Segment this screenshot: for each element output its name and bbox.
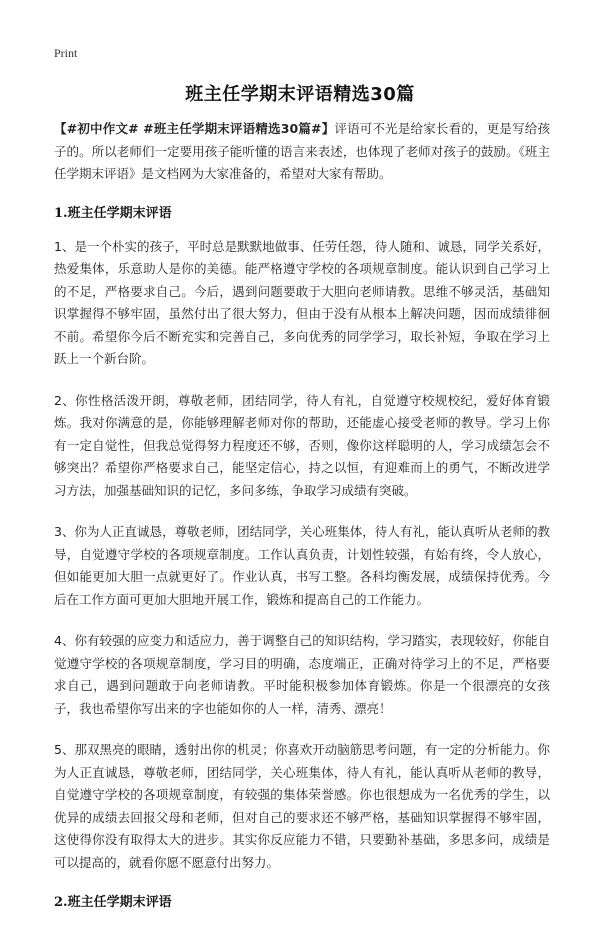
intro-text: 评语可不光是给家长看的，更是写给孩子的。所以老师们一定要用孩子能听懂的语言来表述，也体现了老师对孩子的鼓励。《班主任学期末评语》是文档网为大家准备的，希望对大家有帮助。	[54, 121, 550, 181]
document-body	[54, 118, 550, 925]
comment-paragraph-3: 3、你为人正直诚恳，尊敬老师，团结同学，关心班集体，待人有礼，能认真听从老师的教导，自觉遵守学校的各项规章制度。工作认真负责，计划性较强，有始有终，令人放心，但如能更加大胆一点就更好了。作业认真，书写工整。各科均衡发展，成绩保持优秀。今后在工作方面可更加大胆地开展工作，锻炼和提高自己的工作能力。	[54, 524, 550, 607]
comment-paragraph-1: 1、是一个朴实的孩子，平时总是默默地做事、任劳任怨，待人随和、诚恳，同学关系好，热爱集体，乐意助人是你的美德。能严格遵守学校的各项规章制度。能认识到自己学习上的不足，严格要求自己。今后，遇到问题要敢于大胆向老师请教。思维不够灵活，基础知识掌握得不够牢固，虽然付出了很大努力，但由于没有从根本上解决问题，因而成绩徘徊不前。希望你今后不断充实和完善自己，多向优秀的同学学习，取长补短，争取在学习上跃上一个新台阶。	[54, 238, 550, 366]
comment-paragraph-5: 5、那双黑亮的眼睛，透射出你的机灵；你喜欢开动脑筋思考问题，有一定的分析能力。你为人正直诚恳，尊敬老师，团结同学，关心班集体，待人有礼，能认真听从老师的教导，自觉遵守学校的各项规章制度，有较强的集体荣誉感。你也很想成为一名优秀的学生，以优异的成绩去回报父母和老师，但对自己的要求还不够严格，基础知识掌握得不够牢固，这使得你没有取得太大的进步。其实你反应能力不错，只要勤补基础，多思多问，成绩是可以提高的，就看你愿不愿意付出努力。	[54, 742, 550, 870]
comment-paragraph-2: 2、你性格活泼开朗，尊敬老师，团结同学，待人有礼，自觉遵守校规校纪，爱好体育锻炼。我对你满意的是，你能够理解老师对你的帮助，还能虚心接受老师的教导。学习上你有一定自觉性，但我总觉得努力程度还不够，否则，像你这样聪明的人，学习成绩怎会不够突出？希望你严格要求自己，能坚定信心，持之以恒，有迎难而上的勇气，不断改进学习方法，加强基础知识的记忆，多问多练，争取学习成绩有突破。	[54, 392, 550, 498]
section-heading-1: 1.班主任学期末评语	[54, 205, 172, 221]
intro-paragraph	[54, 118, 550, 186]
comment-paragraph-4: 4、你有较强的应变力和适应力，善于调整自己的知识结构，学习踏实，表现较好，你能自觉遵守学校的各项规章制度，学习目的明确，态度端正，正确对待学习上的不足，严格要求自己，遇到问题敢于向老师请教。平时能积极参加体育锻炼。你是一个很漂亮的女孩子，我也希望你写出来的字也能如你的人一样，清秀、漂亮！	[54, 633, 550, 716]
document-title: 班主任学期末评语精选30篇	[185, 84, 415, 105]
section-heading-2: 2.班主任学期末评语	[54, 895, 172, 910]
print-label: Print	[54, 46, 78, 60]
intro-tag: 【#初中作文# #班主任学期末评语精选30篇#】	[54, 121, 335, 136]
